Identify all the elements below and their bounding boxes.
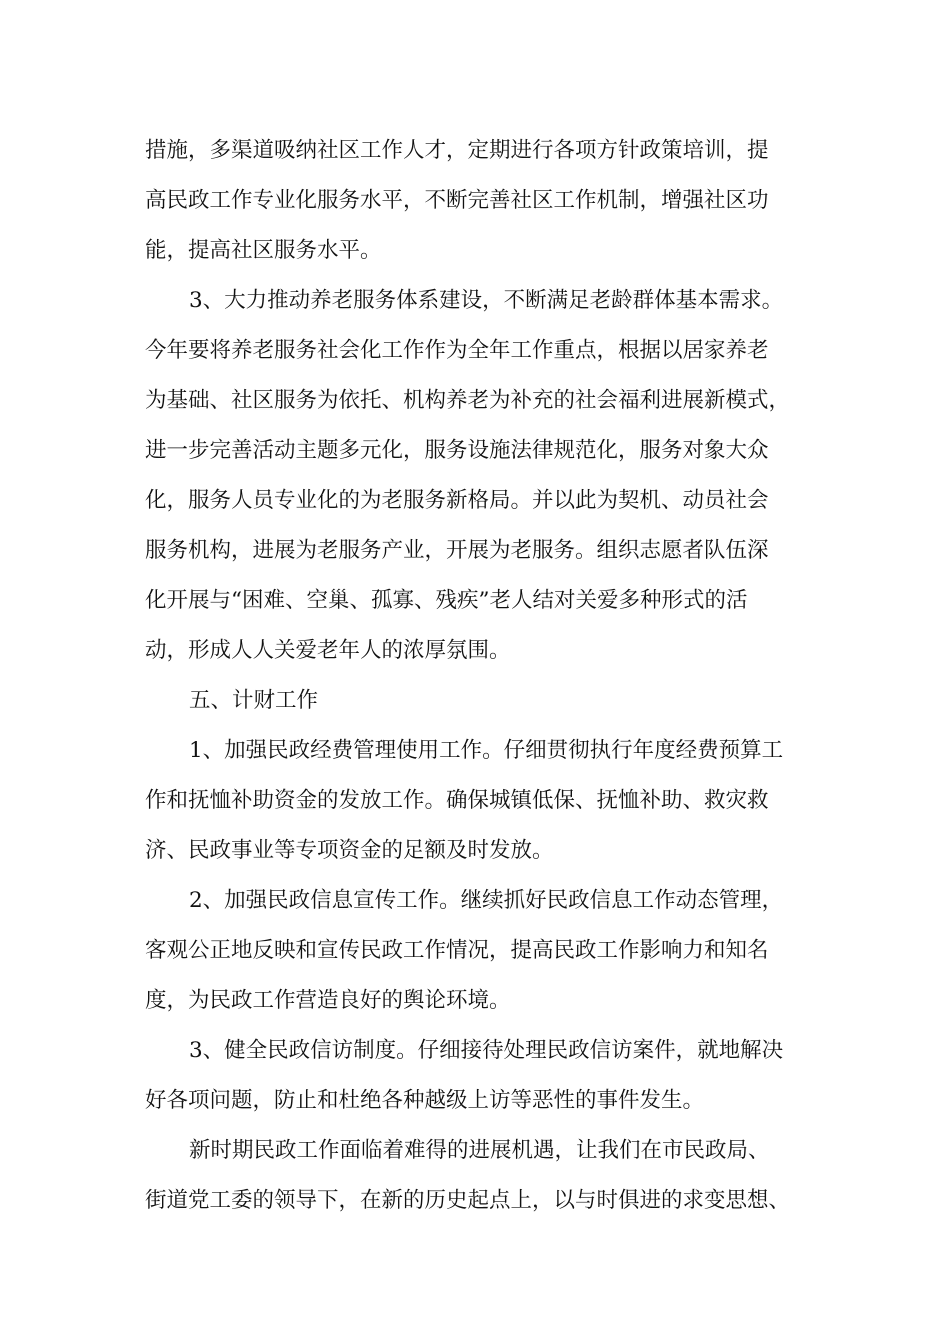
paragraph-line: 进一步完善活动主题多元化，服务设施法律规范化，服务对象大众 [145,438,769,463]
paragraph-line: 1、加强民政经费管理使用工作。仔细贯彻执行年度经费预算工 [189,738,784,763]
paragraph-line: 济、民政事业等专项资金的足额及时发放。 [145,838,554,863]
paragraph-line: 今年要将养老服务社会化工作作为全年工作重点，根据以居家养老 [145,338,769,363]
paragraph-line: 措施，多渠道吸纳社区工作人才，定期进行各项方针政策培训，提 [145,138,769,163]
paragraph-line: 2、加强民政信息宣传工作。继续抓好民政信息工作动态管理， [189,888,784,913]
paragraph-line: 街道党工委的领导下，在新的历史起点上，以与时俱进的求变思想、 [145,1188,791,1213]
paragraph-line: 高民政工作专业化服务水平，不断完善社区工作机制，增强社区功 [145,188,769,213]
paragraph-line: 能，提高社区服务水平。 [145,238,382,263]
paragraph-line: 客观公正地反映和宣传民政工作情况，提高民政工作影响力和知名 [145,938,769,963]
paragraph-line: 为基础、社区服务为依托、机构养老为补充的社会福利进展新模式， [145,388,791,413]
paragraph-line: 新时期民政工作面临着难得的进展机遇，让我们在市民政局、 [189,1138,770,1163]
paragraph-line: 作和抚恤补助资金的发放工作。确保城镇低保、抚恤补助、救灾救 [145,788,769,813]
paragraph-line: 动，形成人人关爱老年人的浓厚氛围。 [145,638,511,663]
section-heading: 五、计财工作 [189,688,319,713]
paragraph-line: 服务机构，进展为老服务产业，开展为老服务。组织志愿者队伍深 [145,538,769,563]
paragraph-line: 化，服务人员专业化的为老服务新格局。并以此为契机、动员社会 [145,488,769,513]
paragraph-line: 3、大力推动养老服务体系建设，不断满足老龄群体基本需求。 [189,288,784,313]
paragraph-line: 好各项问题，防止和杜绝各种越级上访等恶性的事件发生。 [145,1088,705,1113]
paragraph-line: 度，为民政工作营造良好的舆论环境。 [145,988,511,1013]
paragraph-line: 化开展与“困难、空巢、孤寡、残疾”老人结对关爱多种形式的活 [145,588,748,613]
paragraph-line: 3、健全民政信访制度。仔细接待处理民政信访案件，就地解决 [189,1038,784,1063]
